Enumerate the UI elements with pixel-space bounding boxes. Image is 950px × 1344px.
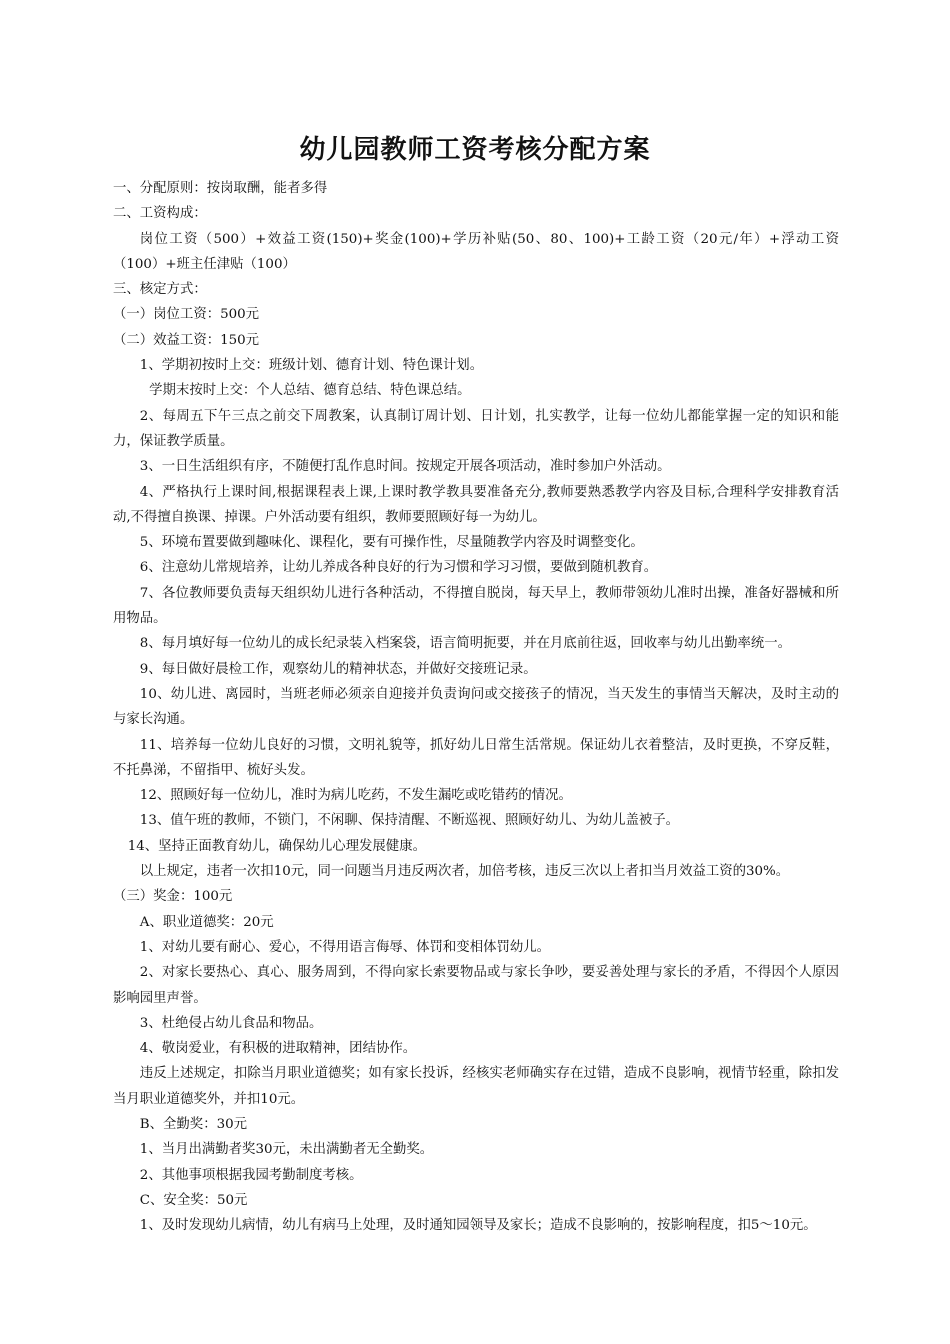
paragraph: 6、注意幼儿常规培养，让幼儿养成各种良好的行为习惯和学习习惯，要做到随机教育。	[139, 560, 658, 576]
paragraph: 2、其他事项根据我园考勤制度考核。	[139, 1167, 363, 1183]
paragraph: 1、当月出满勤者奖30元，未出满勤者无全勤奖。	[139, 1142, 434, 1158]
paragraph: 13、值午班的教师，不锁门，不闲聊、保持清醒、不断巡视、照顾好幼儿、为幼儿盖被子。	[139, 813, 680, 829]
paragraph: 4、敬岗爱业，有积极的进取精神，团结协作。	[139, 1041, 417, 1057]
paragraph: B、全勤奖：30元	[139, 1116, 248, 1132]
paragraph: 1、对幼儿要有耐心、爱心，不得用语言侮辱、体罚和变相体罚幼儿。	[139, 939, 551, 955]
document-body	[113, 176, 839, 1238]
paragraph: 5、环境布置要做到趣味化、课程化，要有可操作性，尽量随教学内容及时调整变化。	[139, 535, 644, 551]
paragraph: 11、培养每一位幼儿良好的习惯，文明礼貌等，抓好幼儿日常生活常规。保证幼儿衣着整洁，及时更换，不穿反鞋，不托鼻涕，不留指甲、梳好头发。	[113, 737, 839, 778]
paragraph: 10、幼儿进、离园时，当班老师必须亲自迎接并负责询问或交接孩子的情况，当天发生的事情当天解决，及时主动的与家长沟通。	[113, 686, 839, 728]
paragraph: 8、每月填好每一位幼儿的成长纪录装入档案袋，语言简明扼要，并在月底前往返，回收率与幼儿出勤率统一。	[139, 636, 792, 652]
paragraph: 2、对家长要热心、真心、服务周到，不得向家长索要物品或与家长争吵，要妥善处理与家长的矛盾，不得因个人原因影响园里声誉。	[113, 965, 839, 1006]
paragraph: 一、分配原则：按岗取酬，能者多得	[113, 181, 328, 196]
paragraph: （二）效益工资：150元	[113, 332, 260, 348]
paragraph: （三）奖金：100元	[113, 889, 233, 905]
paragraph: 9、每日做好晨检工作，观察幼儿的精神状态，并做好交接班记录。	[139, 661, 537, 677]
paragraph: 4、严格执行上课时间,根据课程表上课,上课时教学教具要准备充分,教师要熟悉教学内容及目标,合理科学安排教育活动,不得擅自换课、掉课。户外活动要有组织，教师要照顾好每一为幼儿。	[113, 484, 839, 525]
document-title: 幼儿园教师工资考核分配方案	[299, 135, 651, 165]
paragraph: 14、坚持正面教育幼儿，确保幼儿心理发展健康。	[127, 838, 426, 854]
paragraph: 学期末按时上交：个人总结、德育总结、特色课总结。	[149, 383, 471, 399]
paragraph: 3、杜绝侵占幼儿食品和物品。	[139, 1015, 323, 1031]
paragraph: 1、及时发现幼儿病情，幼儿有病马上处理，及时通知园领导及家长；造成不良影响的，按影响程度，扣5～10元。	[139, 1218, 817, 1234]
paragraph: 12、照顾好每一位幼儿，准时为病儿吃药，不发生漏吃或吃错药的情况。	[139, 788, 572, 804]
paragraph: 违反上述规定，扣除当月职业道德奖；如有家长投诉，经核实老师确实存在过错，造成不良影响，视情节轻重，除扣发当月职业道德奖外，并扣10元。	[113, 1066, 839, 1107]
paragraph: 1、学期初按时上交：班级计划、德育计划、特色课计划。	[139, 358, 484, 374]
paragraph: 岗位工资（500）+效益工资(150)+奖金(100)+学历补贴(50、80、100)+工龄工资（20元/年）+浮动工资（100）+班主任津贴（100）	[113, 231, 839, 272]
paragraph: 3、一日生活组织有序，不随便打乱作息时间。按规定开展各项活动，准时参加户外活动。	[139, 459, 671, 475]
paragraph: 三、核定方式：	[113, 282, 207, 298]
paragraph: C、安全奖：50元	[139, 1192, 248, 1208]
paragraph: （一）岗位工资：500元	[113, 307, 260, 323]
paragraph: 二、工资构成：	[113, 206, 207, 222]
paragraph: 7、各位教师要负责每天组织幼儿进行各种活动，不得擅自脱岗，每天早上，教师带领幼儿准时出操，准备好器械和所用物品。	[113, 585, 839, 627]
paragraph: A、职业道德奖：20元	[139, 914, 274, 930]
paragraph: 2、每周五下午三点之前交下周教案，认真制订周计划、日计划，扎实教学，让每一位幼儿都能掌握一定的知识和能力，保证教学质量。	[113, 408, 839, 449]
paragraph: 以上规定，违者一次扣10元，同一问题当月违反两次者，加倍考核，违反三次以上者扣当月效益工资的30%。	[139, 864, 790, 880]
